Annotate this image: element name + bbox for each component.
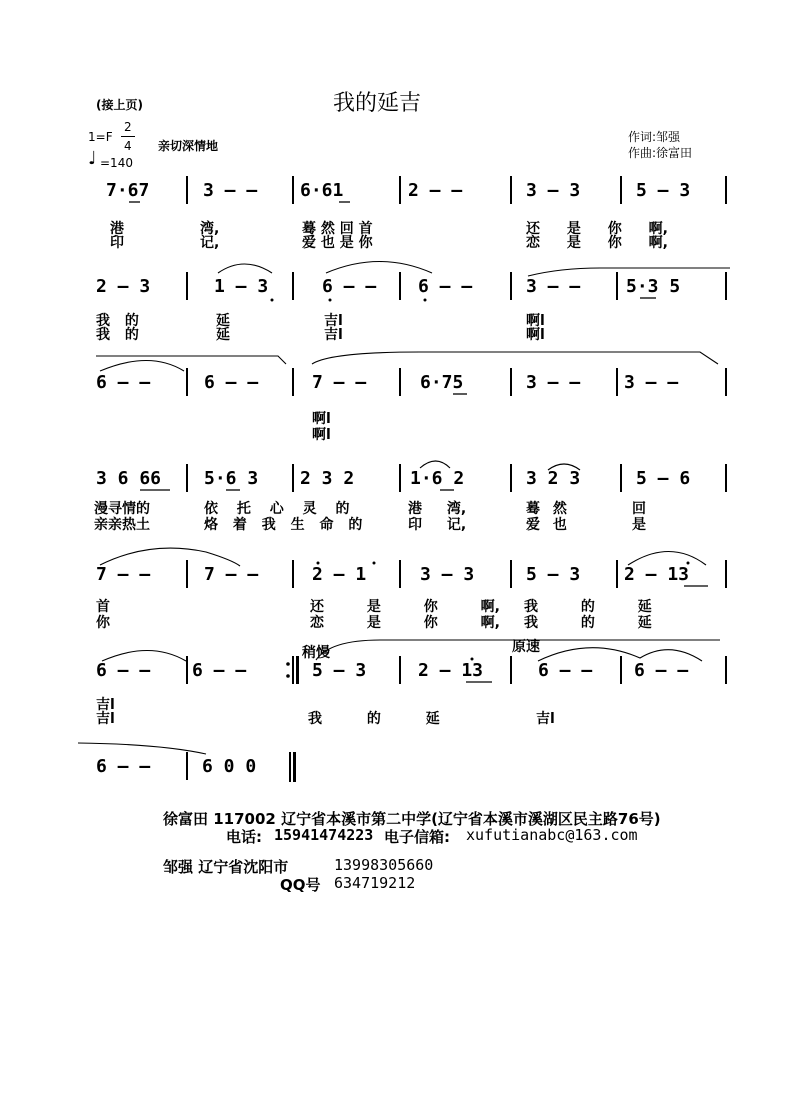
measure-r6-1: 6 – – xyxy=(96,660,151,681)
measure-r6-6: 6 – – xyxy=(634,660,689,681)
lyric-r5-v2: 恋 是 你 啊, xyxy=(310,615,500,631)
lyric-r1-v1: 港 xyxy=(110,221,124,237)
lyricist: 作词:邹强 xyxy=(628,130,681,144)
slur xyxy=(628,552,706,566)
measure-r1-6: 5 – 3 xyxy=(636,180,691,201)
lyric-r1-v2: 记, xyxy=(200,235,220,251)
lyricist-contact-address: 邹强 辽宁省沈阳市 xyxy=(163,858,289,876)
measure-r3-5: 3 – – xyxy=(526,372,581,393)
slur xyxy=(218,264,272,273)
measure-r5-5: 5 – 3 xyxy=(526,564,581,585)
lyric-r5-v1: 首 xyxy=(96,599,110,615)
octave-dot xyxy=(471,658,474,661)
lyricist-qq: 634719212 xyxy=(334,874,416,892)
slur xyxy=(326,262,432,274)
octave-dot xyxy=(424,299,427,302)
measure-r1-1: 7·67 xyxy=(106,180,150,201)
lyric-r6-v2: 我 的 延 xyxy=(308,711,440,727)
slur xyxy=(100,548,240,566)
song-title: 我的延吉 xyxy=(333,91,422,116)
lyric-r4-v1: 蓦 然 xyxy=(526,501,567,517)
slur xyxy=(420,461,450,468)
lyric-r2-v2: 延 xyxy=(216,327,230,343)
measure-r5-1: 7 – – xyxy=(96,564,151,585)
measure-r1-4: 2 – – xyxy=(408,180,463,201)
measure-r4-1: 3 6 66 xyxy=(96,468,162,489)
measure-r2-3: 6 – – xyxy=(322,276,377,297)
measure-r1-2: 3 – – xyxy=(203,180,258,201)
time-signature-top: 2 xyxy=(124,120,132,134)
tempo-mark: =140 xyxy=(100,156,133,170)
octave-dot xyxy=(317,562,320,565)
lyric-r2-v2: 啊l xyxy=(526,327,545,343)
lyric-r4-v1: 回 xyxy=(632,501,646,517)
lyric-r3-v1: 啊l xyxy=(312,411,331,427)
composer-contact-address: 徐富田 117002 辽宁省本溪市第二中学(辽宁省本溪市溪湖区民主路76号) xyxy=(163,810,661,828)
lyric-r2-v1: 啊l xyxy=(526,313,545,329)
measure-r4-4: 1·6 2 xyxy=(410,468,465,489)
measure-r5-4: 3 – 3 xyxy=(420,564,475,585)
measure-r1-3: 6·61 xyxy=(300,180,344,201)
measure-r2-5: 3 – – xyxy=(526,276,581,297)
slur xyxy=(538,648,702,661)
lyric-r5-v1: 还 是 你 啊, xyxy=(310,599,500,615)
lyric-r4-v1: 依 托 心 灵 的 xyxy=(204,501,350,517)
measure-r6-5: 6 – – xyxy=(538,660,593,681)
measure-r5-3: 2 – 1 xyxy=(312,564,367,585)
composer-email[interactable]: xufutianabc@163.com xyxy=(466,826,638,844)
measure-r4-5: 3 2 3 xyxy=(526,468,581,489)
lyricist-phone: 13998305660 xyxy=(334,856,434,874)
measure-r6-2: 6 – – xyxy=(192,660,247,681)
slur xyxy=(78,743,206,754)
lyric-r2-v1: 延 xyxy=(216,313,230,329)
measure-r3-3: 7 – – xyxy=(312,372,367,393)
composer-phone: 15941474223 xyxy=(274,826,374,844)
slur xyxy=(548,464,580,470)
lyric-r4-v2: 印 记, xyxy=(408,517,467,533)
continued-label: (接上页) xyxy=(96,98,143,112)
repeat-dot xyxy=(286,662,290,666)
measure-r4-6: 5 – 6 xyxy=(636,468,691,489)
composer-phone-label: 电话: xyxy=(226,828,262,846)
time-signature-bottom: 4 xyxy=(124,139,132,153)
lyric-r6-v2: 吉l xyxy=(96,711,115,727)
octave-dot xyxy=(271,299,274,302)
measure-r4-3: 2 3 2 xyxy=(300,468,355,489)
repeat-dot xyxy=(286,674,290,678)
measure-r3-4: 6·75 xyxy=(420,372,464,393)
lyric-r5-v2: 你 xyxy=(96,615,110,631)
lyric-r2-v2: 我 的 xyxy=(96,327,139,343)
lyric-r3-v2: 啊l xyxy=(312,427,331,443)
measure-r5-2: 7 – – xyxy=(204,564,259,585)
lyric-r4-v2: 爱 也 xyxy=(526,517,567,533)
measure-r2-2: 1 – 3 xyxy=(214,276,269,297)
measure-r3-1: 6 – – xyxy=(96,372,151,393)
measure-r3-6: 3 – – xyxy=(624,372,679,393)
slur-long xyxy=(312,352,718,364)
lyric-r4-v2: 是 xyxy=(632,517,646,533)
measure-r6-4: 2 – 13 xyxy=(418,660,484,681)
octave-dot xyxy=(373,562,376,565)
lyric-r6-v2: 吉l xyxy=(536,711,555,727)
measure-r2-4: 6 – – xyxy=(418,276,473,297)
composer: 作曲:徐富田 xyxy=(628,146,693,160)
measure-r4-2: 5·6 3 xyxy=(204,468,259,489)
measure-r2-1: 2 – 3 xyxy=(96,276,151,297)
lyric-r6-v1: 吉l xyxy=(96,697,115,713)
composer-email-label: 电子信箱: xyxy=(384,828,450,846)
measure-r5-6: 2 – 13 xyxy=(624,564,690,585)
measure-r1-5: 3 – 3 xyxy=(526,180,581,201)
lyric-r4-v1: 漫寻情的 xyxy=(94,501,150,517)
octave-dot xyxy=(687,562,690,565)
lyric-r4-v2: 烙 着 我 生 命 的 xyxy=(204,517,363,533)
tempo-original-mark: 原速 xyxy=(512,639,540,655)
lyric-r1-v1: 蓦 然 回 首 xyxy=(302,221,373,237)
key-signature: 1=F xyxy=(88,130,113,144)
lyric-r5-v2: 我 的 延 xyxy=(524,615,652,631)
slur xyxy=(100,361,184,372)
quarter-note-icon: ♩ xyxy=(88,148,97,169)
measure-r6-3: 5 – 3 xyxy=(312,660,367,681)
slur xyxy=(102,651,186,662)
lyric-r1-v2: 恋 是 你 啊, xyxy=(526,235,668,251)
measure-r7-2: 6 0 0 xyxy=(202,756,257,777)
lyric-r4-v1: 港 湾, xyxy=(408,501,467,517)
measure-r2-6: 5·3 5 xyxy=(626,276,681,297)
lyric-r5-v1: 我 的 延 xyxy=(524,599,652,615)
lyric-r1-v1: 还 是 你 啊, xyxy=(526,221,668,237)
lyric-r1-v1: 湾, xyxy=(200,221,220,237)
lyric-r4-v2: 亲亲热土 xyxy=(94,517,150,533)
octave-dot xyxy=(329,299,332,302)
lyric-r1-v2: 爱 也 是 你 xyxy=(302,235,373,251)
lyric-r2-v1: 吉l xyxy=(324,313,343,329)
measure-r7-1: 6 – – xyxy=(96,756,151,777)
lyricist-qq-label: QQ号 xyxy=(280,876,321,894)
measure-r3-2: 6 – – xyxy=(204,372,259,393)
slur-tie xyxy=(528,268,730,276)
expression-mark: 亲切深情地 xyxy=(158,139,219,153)
tempo-slower-mark: 稍慢 xyxy=(302,645,330,661)
lyric-r2-v1: 我 的 xyxy=(96,313,139,329)
lyric-r1-v2: 印 xyxy=(110,235,124,251)
lyric-r2-v2: 吉l xyxy=(324,327,343,343)
